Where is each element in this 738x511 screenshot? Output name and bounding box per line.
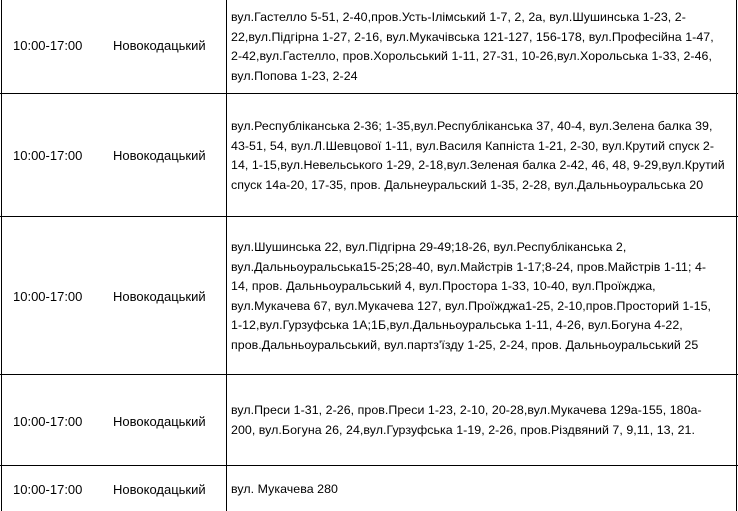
district-cell: Новокодацький xyxy=(113,414,206,429)
streets-cell xyxy=(231,8,733,86)
streets-cell xyxy=(231,480,733,500)
district-cell: Новокодацький xyxy=(113,38,206,53)
table-row xyxy=(0,217,738,375)
streets-line: 14, 1-15,вул.Невельського 1-29, 2-18,вул.Зеленая балка 2-42, 46, 48, 9-29,вул.Крутий xyxy=(231,158,725,173)
district-cell: Новокодацький xyxy=(113,482,206,497)
streets-line: вул.Республіканська 2-36; 1-35,вул.Республіканська 37, 40-4, вул.Зелена балка 39, xyxy=(231,119,713,133)
time-cell: 10:00-17:00 xyxy=(13,148,83,163)
column-divider xyxy=(736,0,737,511)
column-divider xyxy=(226,0,227,511)
column-divider xyxy=(1,0,2,511)
time-cell: 10:00-17:00 xyxy=(13,482,83,497)
streets-line: 200, вул.Богуна 26, 24,вул.Гурзуфська 1-19, 2-26, пров.Різдвяний 7, 9,11, 13, 21. xyxy=(231,422,695,437)
streets-line: вул.Шушинська 22, вул.Підгірна 29-49;18-26, вул.Республіканська 2, xyxy=(231,240,627,254)
streets-line: 22,вул.Підгірна 1-27, 2-16, вул.Мукачівська 121-127, 156-178, вул.Професійна 1-47, xyxy=(231,29,714,44)
streets-line: спуск 14а-20, 17-35, пров. Дальнеуральский 1-35, 2-28, вул.Дальньоуральська 20 xyxy=(231,177,704,192)
streets-cell xyxy=(231,238,733,356)
streets-cell xyxy=(231,117,733,195)
streets-cell xyxy=(231,401,733,440)
table-row xyxy=(0,375,738,466)
streets-line: вул.Попова 1-23, 2-24 xyxy=(231,68,358,83)
table-row xyxy=(0,94,738,217)
time-cell: 10:00-17:00 xyxy=(13,289,83,304)
district-cell: Новокодацький xyxy=(113,289,206,304)
streets-line: вул.Мукачева 67, вул.Мукачева 127, вул.Проїжджа1-25, 2-10,пров.Просторий 1-15, xyxy=(231,298,712,313)
streets-line: вул.Гастелло 5-51, 2-40,пров.Усть-Ілімський 1-7, 2, 2а, вул.Шушинська 1-23, 2- xyxy=(231,10,686,24)
district-cell: Новокодацький xyxy=(113,148,206,163)
streets-line: пров.Дальньоуральський, вул.партз'їзду 1-25, 2-24, пров. Дальньоуральський 25 xyxy=(231,337,699,352)
streets-line: 1-12,вул.Гурзуфська 1А;1Б,вул.Дальньоуральська 1-11, 4-26, вул.Богуна 4-22, xyxy=(231,318,683,333)
streets-line: вул.Дальньоуральська15-25;28-40, вул.Майстрів 1-17;8-24, пров.Майстрів 1-11; 4- xyxy=(231,259,707,274)
streets-line: 2-42,вул.Гастелло, пров.Хорольський 1-11, 27-31, 10-26,вул.Хорольська 1-33, 2-46, xyxy=(231,49,712,64)
time-cell: 10:00-17:00 xyxy=(13,414,83,429)
streets-line: 43-51, 54, вул.Л.Шевцової 1-11, вул.Василя Капніста 1-21, 2-30, вул.Крутий спуск 2- xyxy=(231,138,715,153)
streets-line: вул. Мукачева 280 xyxy=(231,482,338,496)
table-row xyxy=(0,0,738,94)
time-cell: 10:00-17:00 xyxy=(13,38,83,53)
streets-line: вул.Преси 1-31, 2-26, пров.Преси 1-23, 2-10, 20-28,вул.Мукачева 129а-155, 180а- xyxy=(231,403,702,417)
table-row xyxy=(0,466,738,511)
streets-line: 14, пров. Дальньоуральський 4, вул.Простора 1-33, 10-40, вул.Проїжджа, xyxy=(231,279,656,294)
